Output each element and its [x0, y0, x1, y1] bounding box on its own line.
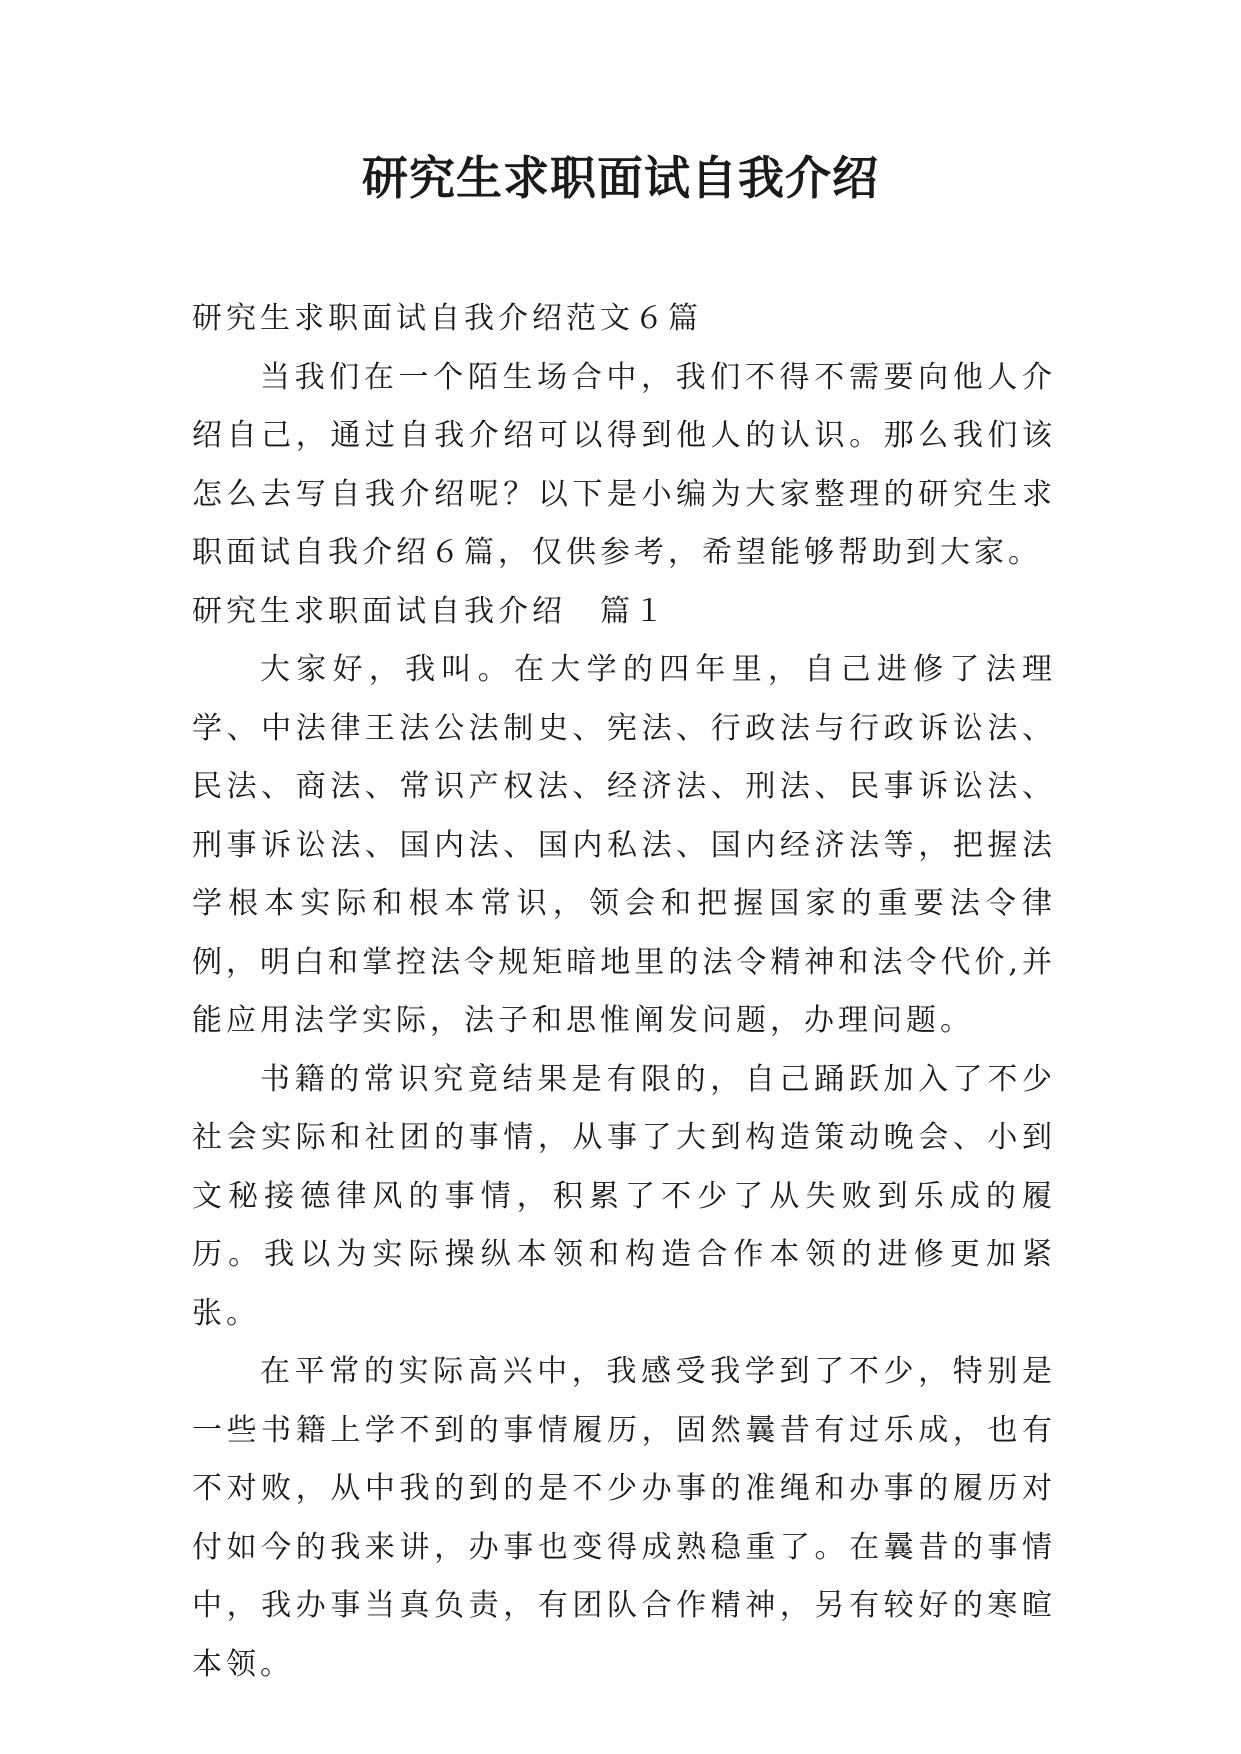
document-title: 研究生求职面试自我介绍	[362, 151, 879, 205]
paragraph-intro: 当我们在一个陌生场合中，我们不得不需要向他人介绍自己，通过自我介绍可以得到他人的认识。那么我们该怎么去写自我介绍呢？以下是小编为大家整理的研究生求职面试自我介绍６篇，仅供参考，希望能够帮助到大家。	[192, 359, 1056, 570]
document-body	[192, 290, 1056, 1694]
paragraph-body: 在平常的实际高兴中，我感受我学到了不少，特别是一些书籍上学不到的事情履历，固然曩昔有过乐成，也有不对败，从中我的到的是不少办事的准绳和办事的履历对付如今的我来讲，办事也变得成熟稳重了。在曩昔的事情中，我办事当真负责，有团队合作精神，另有较好的寒暄本领。	[192, 1354, 1056, 1682]
paragraph-subtitle: 研究生求职面试自我介绍范文６篇	[192, 301, 702, 336]
paragraph-body: 大家好，我叫。在大学的四年里，自己进修了法理学、中法律王法公法制史、宪法、行政法与行政诉讼法、民法、商法、常识产权法、经济法、刑法、民事诉讼法、刑事诉讼法、国内法、国内私法、国内经济法等，把握法学根本实际和根本常识，领会和把握国家的重要法令律例，明白和掌控法令规矩暗地里的法令精神和法令代价,并能应用法学实际，法子和思惟阐发问题，办理问题。	[192, 652, 1056, 1038]
section-heading: 研究生求职面试自我介绍 篇１	[192, 593, 668, 629]
paragraph-body: 书籍的常识究竟结果是有限的，自己踊跃加入了不少社会实际和社团的事情，从事了大到构造策动晚会、小到文秘接德律风的事情，积累了不少了从失败到乐成的履历。我以为实际操纵本领和构造合作本领的进修更加紧张。	[192, 1061, 1056, 1331]
